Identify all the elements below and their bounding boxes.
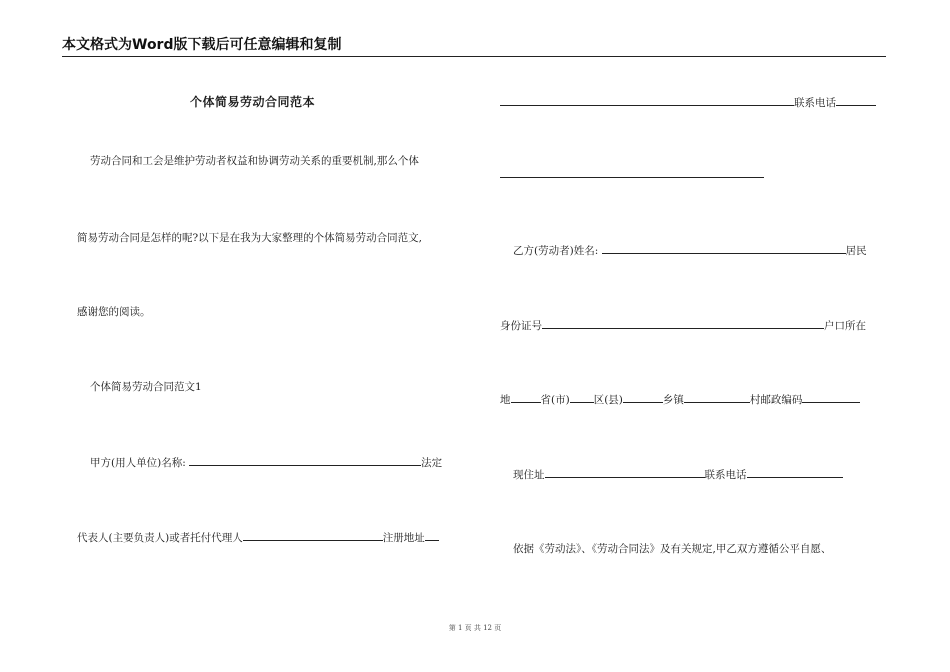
party-a-name-field[interactable] — [189, 455, 421, 466]
page-header: 本文格式为Word版下载后可任意编辑和复制 — [62, 37, 342, 53]
phone-field[interactable] — [836, 95, 876, 106]
di-label: 地 — [500, 394, 511, 406]
id-line — [500, 318, 866, 333]
document-title: 个体简易劳动合同范本 — [190, 95, 316, 109]
intro-line-2: 简易劳动合同是怎样的呢?以下是在我为大家整理的个体简易劳动合同范文, — [77, 232, 422, 244]
legal-label: 法定 — [421, 457, 443, 469]
residence-label: 居民 — [845, 245, 867, 257]
registered-address-continued-field[interactable] — [500, 95, 794, 106]
village-field[interactable] — [684, 392, 750, 403]
town-field[interactable] — [623, 392, 663, 403]
party-b-name-field[interactable] — [602, 243, 846, 254]
representative-line — [77, 530, 439, 545]
hukou-address-line — [500, 392, 860, 407]
province-label: 省(市) — [540, 394, 570, 406]
current-address-line — [513, 467, 843, 482]
party-b-line — [513, 243, 867, 258]
current-address-label: 现住址 — [513, 469, 545, 481]
hukou-label: 户口所在 — [824, 320, 866, 332]
village-zip-label: 村邮政编码 — [749, 394, 803, 406]
party-a-line — [90, 455, 442, 470]
district-label: 区(县) — [593, 394, 623, 406]
intro-line-3: 感谢您的阅读。 — [77, 306, 151, 318]
district-field[interactable] — [570, 392, 594, 403]
sample-heading: 个体简易劳动合同范文1 — [90, 381, 202, 393]
town-label: 乡镇 — [662, 394, 684, 406]
party-b-label: 乙方(劳动者)姓名: — [513, 245, 599, 257]
registered-address-field[interactable] — [425, 530, 439, 541]
page-number: 第 1 页 共 12 页 — [448, 624, 502, 632]
party-a-label: 甲方(用人单位)名称: — [90, 457, 186, 469]
current-address-field[interactable] — [545, 467, 705, 478]
id-number-field[interactable] — [542, 318, 824, 329]
registered-address-label: 注册地址 — [382, 532, 425, 544]
header-divider — [62, 56, 886, 57]
legal-basis-line: 依据《劳动法》、《劳动合同法》及有关规定,甲乙双方遵循公平自愿、 — [513, 543, 832, 555]
address-phone-line — [500, 95, 876, 110]
representative-field[interactable] — [243, 530, 383, 541]
representative-label: 代表人(主要负责人)或者托付代理人 — [77, 532, 243, 544]
contact-phone-field[interactable] — [747, 467, 843, 478]
contact-phone-label: 联系电话 — [704, 469, 747, 481]
id-label: 身份证号 — [500, 320, 542, 332]
province-field[interactable] — [511, 392, 541, 403]
intro-line-1: 劳动合同和工会是维护劳动者权益和协调劳动关系的重要机制,那么个体 — [90, 155, 419, 167]
phone-label: 联系电话 — [794, 97, 836, 109]
phone-continued-line — [500, 167, 764, 182]
phone-continued-field[interactable] — [500, 167, 764, 178]
zip-field[interactable] — [802, 392, 860, 403]
